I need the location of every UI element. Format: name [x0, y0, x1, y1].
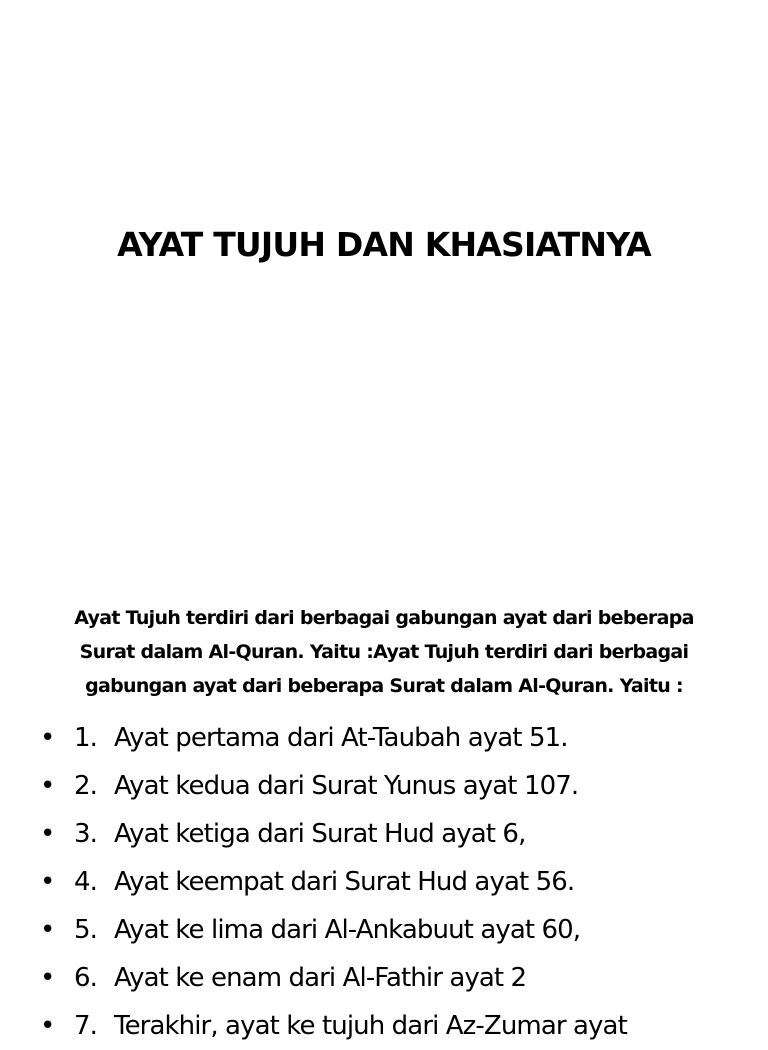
item-text: Ayat ketiga dari Surat Hud ayat 6, — [114, 819, 526, 849]
item-number: 4. — [74, 867, 98, 897]
intro-line: gabungan ayat dari beberapa Surat dalam Al-Quran. Yaitu : — [85, 675, 683, 697]
bullet-icon: • — [40, 1011, 55, 1041]
item-text: Ayat ke enam dari Al-Fathir ayat 2 — [114, 963, 527, 993]
list-item — [0, 858, 768, 906]
bullet-icon: • — [40, 963, 55, 993]
item-text: Ayat keempat dari Surat Hud ayat 56. — [114, 867, 575, 897]
item-number: 6. — [74, 963, 98, 993]
list-item — [0, 906, 768, 954]
item-number: 5. — [74, 915, 98, 945]
item-text: Ayat pertama dari At-Taubah ayat 51. — [114, 723, 568, 753]
item-number: 2. — [74, 771, 98, 801]
bullet-icon: • — [40, 819, 55, 849]
list-item — [0, 762, 768, 810]
list-item — [0, 714, 768, 762]
bullet-icon: • — [40, 867, 55, 897]
intro-line: Surat dalam Al-Quran. Yaitu :Ayat Tujuh terdiri dari berbagai — [79, 641, 689, 663]
intro-line: Ayat Tujuh terdiri dari berbagai gabungan ayat dari beberapa — [74, 607, 694, 629]
intro-paragraph — [40, 601, 728, 703]
bullet-icon: • — [40, 771, 55, 801]
slide-title: AYAT TUJUH DAN KHASIATNYA — [117, 225, 651, 264]
bullet-icon: • — [40, 915, 55, 945]
list-item — [0, 1002, 768, 1050]
list-item — [0, 954, 768, 1002]
bullet-icon: • — [40, 723, 55, 753]
item-number: 7. — [74, 1011, 98, 1041]
item-text: Ayat kedua dari Surat Yunus ayat 107. — [114, 771, 579, 801]
item-text: Terakhir, ayat ke tujuh dari Az-Zumar ayat — [114, 1011, 627, 1041]
verse-list — [0, 714, 768, 1050]
item-number: 3. — [74, 819, 98, 849]
list-item — [0, 810, 768, 858]
item-text: Ayat ke lima dari Al-Ankabuut ayat 60, — [114, 915, 581, 945]
item-number: 1. — [74, 723, 98, 753]
